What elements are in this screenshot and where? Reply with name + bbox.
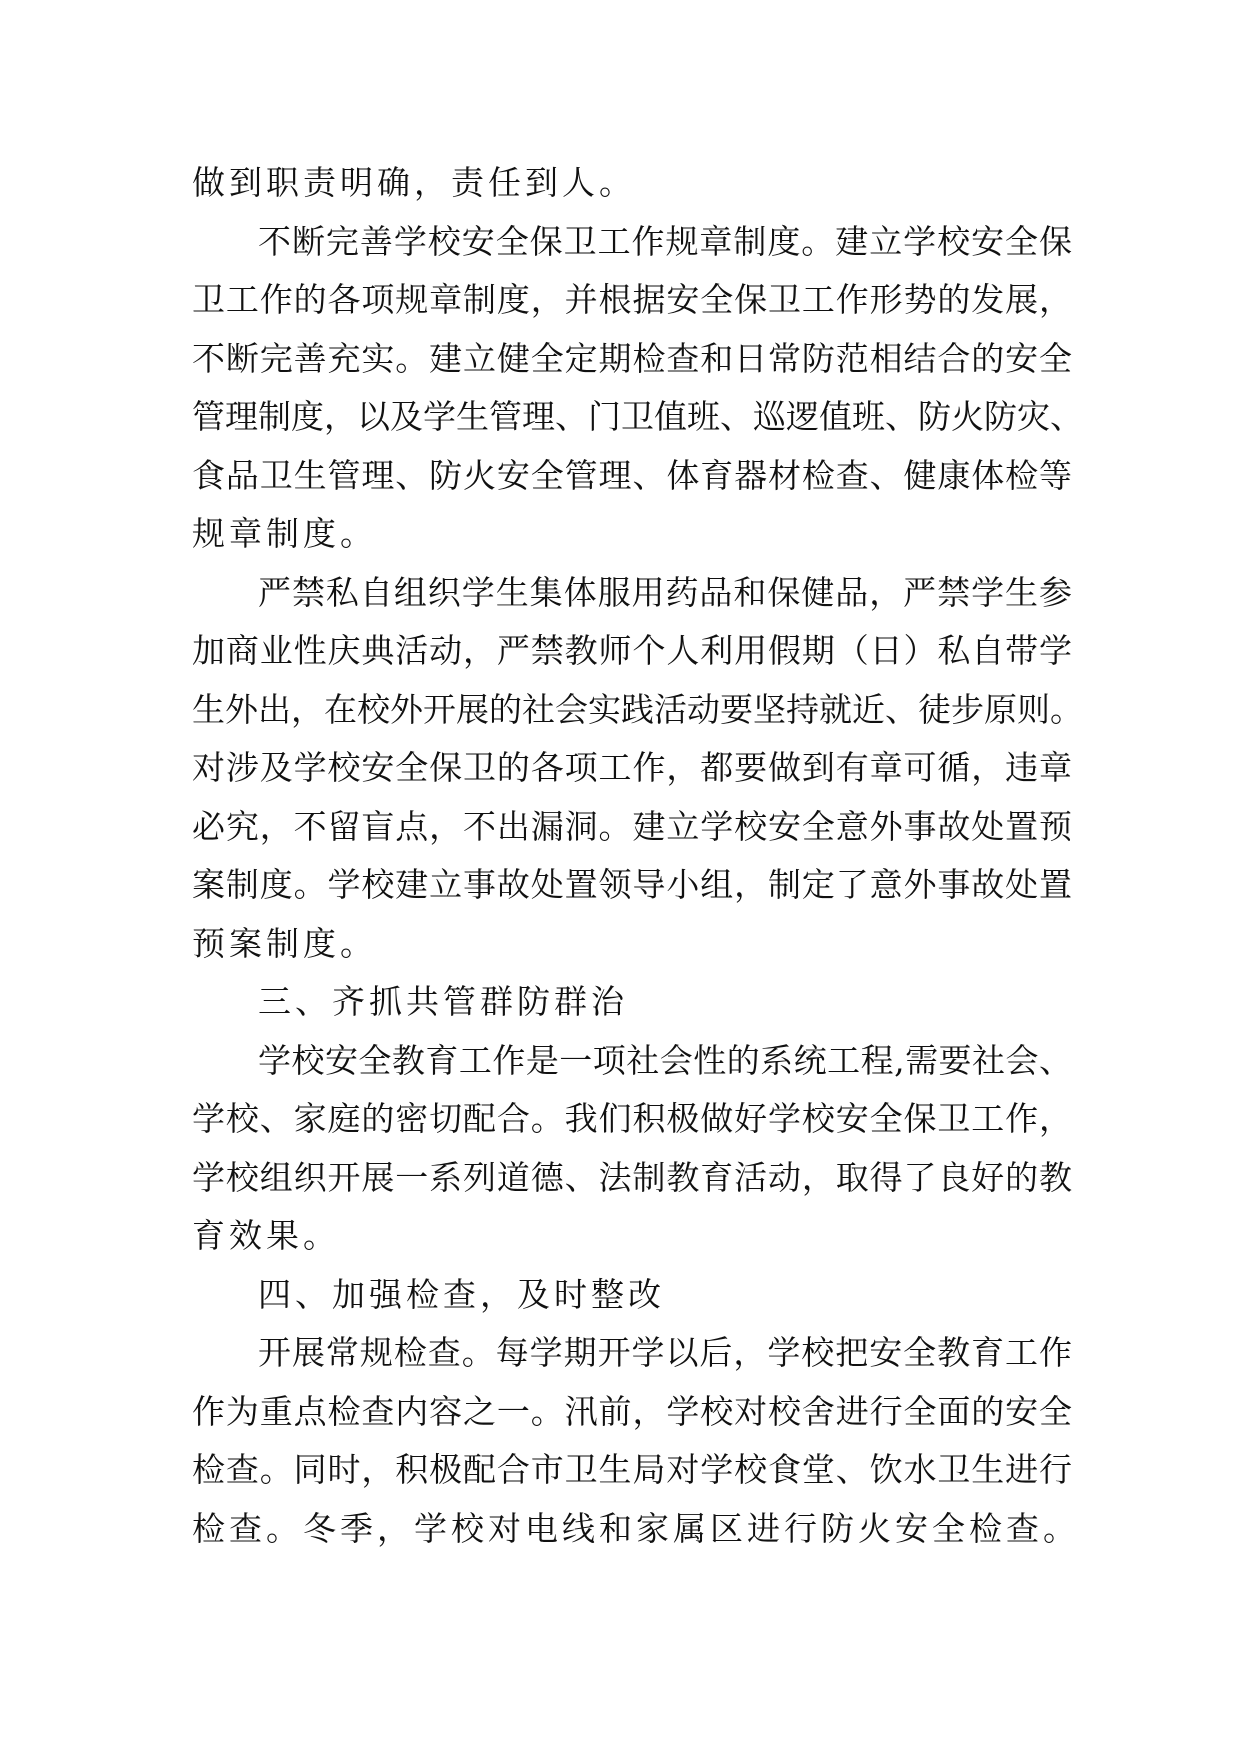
text-line: 严禁私自组织学生集体服用药品和保健品，严禁学生参 (258, 572, 1072, 612)
text-line: 学校组织开展一系列道德、法制教育活动，取得了良好的教 (192, 1157, 1072, 1197)
text-line: 学校安全教育工作是一项社会性的系统工程,需要社会、 (258, 1040, 1072, 1080)
text-line: 不断完善学校安全保卫工作规章制度。建立学校安全保 (258, 221, 1072, 261)
text-line: 卫工作的各项规章制度，并根据安全保卫工作形势的发展， (192, 280, 1072, 319)
text-line: 不断完善充实。建立健全定期检查和日常防范相结合的安全 (192, 338, 1072, 378)
text-line: 案制度。学校建立事故处置领导小组，制定了意外事故处置 (192, 865, 1072, 904)
text-line: 加商业性庆典活动，严禁教师个人利用假期（日）私自带学 (192, 631, 1072, 670)
text-line: 生外出，在校外开展的社会实践活动要坚持就近、徒步原则。 (192, 689, 1083, 729)
text-line: 学校、家庭的密切配合。我们积极做好学校安全保卫工作， (192, 1099, 1072, 1138)
text-line: 预案制度。 (192, 923, 377, 963)
text-line: 做到职责明确，责任到人。 (192, 163, 636, 202)
text-line: 检查。冬季，学校对电线和家属区进行防火安全检查。 (192, 1508, 1080, 1548)
document-body (192, 154, 1083, 1558)
text-line: 管理制度，以及学生管理、门卫值班、巡逻值班、防火防灾、 (192, 397, 1083, 436)
text-line: 开展常规检查。每学期开学以后，学校把安全教育工作 (258, 1333, 1072, 1372)
text-line: 三、齐抓共管群防群治 (258, 982, 628, 1021)
text-line: 育效果。 (192, 1216, 340, 1255)
text-line: 作为重点检查内容之一。汛前，学校对校舍进行全面的安全 (192, 1391, 1072, 1431)
text-line: 对涉及学校安全保卫的各项工作，都要做到有章可循，违章 (192, 748, 1072, 787)
text-line: 食品卫生管理、防火安全管理、体育器材检查、健康体检等 (192, 455, 1072, 495)
text-line: 检查。同时，积极配合市卫生局对学校食堂、饮水卫生进行 (192, 1450, 1072, 1489)
text-line: 规章制度。 (192, 514, 377, 553)
text-line: 四、加强检查，及时整改 (258, 1274, 665, 1314)
text-line: 必究，不留盲点，不出漏洞。建立学校安全意外事故处置预 (192, 806, 1072, 846)
